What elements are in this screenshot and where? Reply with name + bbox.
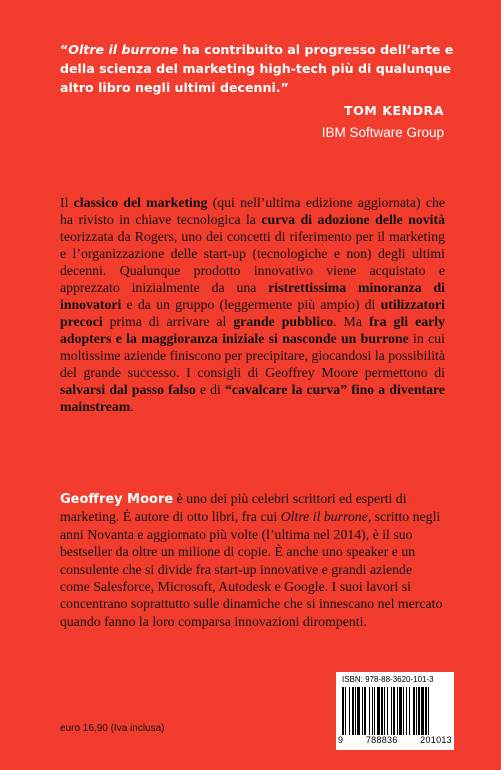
blurb-text: . Ma	[333, 314, 369, 329]
blurb-highlight: ristrettissima minoranza di innovatori	[60, 280, 445, 312]
blurb-highlight: “cavalcare la curva” fino a diventare mainstream	[60, 382, 446, 414]
blurb-text: e da un gruppo (leggermente più ampio) di	[121, 297, 381, 312]
book-description	[60, 194, 445, 415]
bio-author-name: Geoffrey Moore	[60, 492, 174, 507]
blurb-text: (qui nell’ultima edizione aggiornata) che ha rivisto in chiave tecnologica la	[60, 195, 445, 227]
blurb-text: teorizzata da Rogers, uno dei concetti di riferimento per il marketing e l’organizzazione delle start-up (tecnologiche e non) degli ultimi decenni. Qualunque prodotto innovativo viene acquistato e apprezzato inizialmente da una	[60, 229, 445, 295]
price-label: euro 16,90 (Iva inclusa)	[60, 723, 165, 734]
blurb-highlight: fra gli early adopters e la maggioranza iniziale si nasconde un burrone	[60, 314, 445, 346]
blurb-highlight: classico del marketing	[73, 195, 208, 210]
blurb-highlight: grande pubblico	[233, 314, 334, 329]
blurb-text: prima di arrivare al	[102, 314, 234, 329]
isbn-digits	[338, 735, 452, 745]
blurb-text: Il	[60, 195, 74, 210]
blurb-highlight: utilizzatori precoci	[60, 297, 445, 329]
blurb-text: e di	[195, 382, 225, 397]
isbn-digit-group: 9	[338, 735, 344, 745]
quote-book-title: Oltre il burrone	[68, 42, 179, 57]
blurb-text: .	[130, 399, 134, 414]
isbn-digit-group: 788836	[365, 735, 398, 745]
blurb-highlight: salvarsi dal passo falso	[60, 382, 196, 397]
bio-book-title: Oltre il burrone	[280, 509, 368, 525]
bio-text: è uno dei più celebri scrittori ed esperti di marketing. È autore di otto libri, fra cui	[60, 491, 407, 525]
bio-text: , scritto negli anni Novanta e aggiornato più volte (l’ultima nel 2014), è il suo bestseller da oltre un milione di copie. È anche uno speaker e un consulente che si divide fra start-up innovative e grandi aziende come Salesforce, Microsoft, Autodesk e Google. I suoi lavori si concentrano soprattutto sulle dinamiche che si innescano nel mercato quando fanno la loro comparsa innovazioni dirompenti.	[60, 509, 443, 629]
quote-author-name: TOM KENDRA	[343, 103, 444, 118]
isbn-label: ISBN: 978-88-3620-101-3	[342, 675, 434, 684]
barcode-icon	[342, 687, 448, 735]
author-bio	[60, 490, 445, 630]
testimonial-quote	[60, 40, 465, 97]
isbn-barcode-box	[336, 672, 454, 750]
quote-author-organization: IBM Software Group	[321, 125, 444, 140]
isbn-digit-group: 201013	[420, 735, 452, 745]
quote-text: ha contribuito al progresso dell’arte e della scienza del marketing high-tech più di qualunque altro libro negli ultimi decenni.”	[60, 42, 454, 95]
quote-open-mark: “	[60, 42, 69, 57]
blurb-highlight: curva di adozione delle novità	[261, 212, 445, 227]
blurb-text: in cui moltissime aziende finiscono per precipitare, giocandosi la possibilità del grande successo. I consigli di Geoffrey Moore permettono di	[60, 331, 445, 380]
